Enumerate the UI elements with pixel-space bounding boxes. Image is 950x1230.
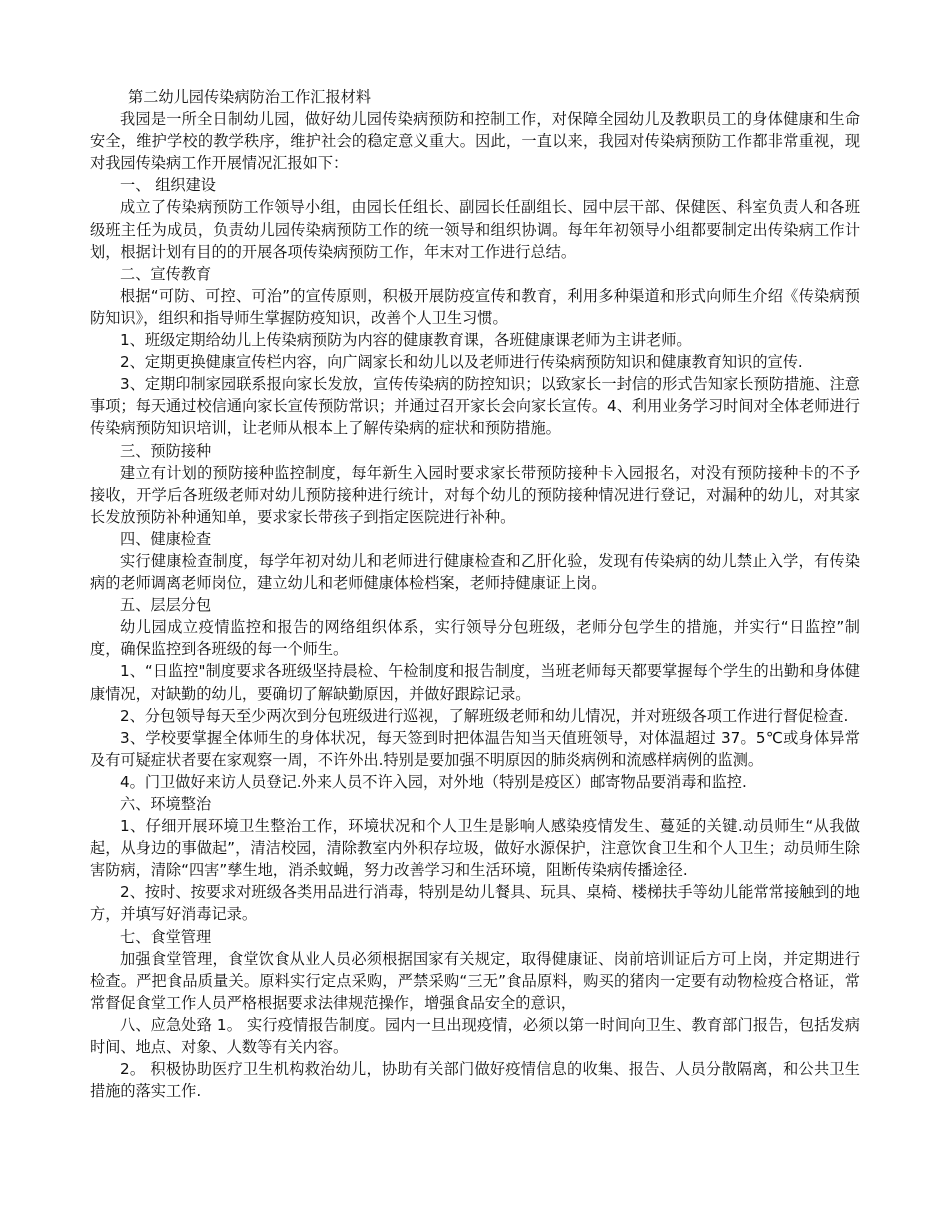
paragraph: 1、仔细开展环境卫生整治工作，环境状况和个人卫生是影响人感染疫情发生、蔓延的关键.动员师生“从我做起，从身边的事做起”，清洁校园，清除教室内外积存垃圾，做好水源保护，注意饮食卫生和个人卫生；动员师生除害防病，清除“四害”孳生地，消杀蚊蝇，努力改善学习和生活环境，阻断传染病传播途径.: [90, 817, 860, 880]
paragraph: 3、定期印制家园联系报向家长发放，宣传传染病的防控知识；以致家长一封信的形式告知家长预防措施、注意事项；每天通过校信通向家长宣传预防常识；并通过召开家长会向家长宣传。4、利用业务学习时间对全体老师进行传染病预防知识培训，让老师从根本上了解传染病的症状和预防措施。: [90, 375, 860, 438]
paragraph: 加强食堂管理，食堂饮食从业人员必须根据国家有关规定，取得健康证、岗前培训证后方可上岗，并定期进行检查。严把食品质量关。原料实行定点采购，严禁采购“三无”食品原料，购买的猪肉一定要有动物检疫合格证，常常督促食堂工作人员严格根据要求法律规范操作，增强食品安全的意识，: [90, 949, 860, 1012]
document-title: 第二幼儿园传染病防治工作汇报材料: [128, 88, 371, 106]
intro-paragraph: 我园是一所全日制幼儿园，做好幼儿园传染病预防和控制工作，对保障全园幼儿及教职员工的身体健康和生命安全，维护学校的教学秩序，维护社会的稳定意义重大。因此，一直以来，我园对传染病预防工作都非常重视，现对我园传染病工作开展情况汇报如下：: [90, 110, 860, 173]
section-heading-vaccination: 三、预防接种: [120, 441, 212, 460]
paragraph: 实行健康检查制度，每学年初对幼儿和老师进行健康检查和乙肝化验，发现有传染病的幼儿禁止入学，有传染病的老师调离老师岗位，建立幼儿和老师健康体检档案，老师持健康证上岗。: [90, 551, 860, 593]
paragraph: 1、“日监控"制度要求各班级坚持晨检、午检制度和报告制度，当班老师每天都要掌握每个学生的出勤和身体健康情况，对缺勤的幼儿，要确切了解缺勤原因，并做好跟踪记录。: [90, 662, 860, 703]
paragraph: 成立了传染病预防工作领导小组，由园长任组长、副园长任副组长、园中层干部、保健医、科室负责人和各班级班主任为成员，负责幼儿园传染病预防工作的统一领导和组织协调。每年年初领导小组都要制定出传染病工作计划，根据计划有目的的开展各项传染病预防工作，年末对工作进行总结。: [90, 198, 860, 261]
paragraph: 幼儿园成立疫情监控和报告的网络组织体系，实行领导分包班级，老师分包学生的措施，并实行“日监控”制度，确保监控到各班级的每一个师生。: [90, 618, 860, 659]
paragraph: 2、按时、按要求对班级各类用品进行消毒，特别是幼儿餐具、玩具、桌椅、楼梯扶手等幼儿能常常接触到的地方，并填写好消毒记录。: [90, 883, 860, 924]
section-heading-layered-responsibility: 五、层层分包: [120, 596, 212, 615]
paragraph: 2、分包领导每天至少两次到分包班级进行巡视，了解班级老师和幼儿情况，并对班级各项工作进行督促检查.: [120, 706, 849, 725]
section-heading-environment: 六、环境整治: [120, 795, 212, 813]
paragraph: 2。 积极协助医疗卫生机构救治幼儿，协助有关部门做好疫情信息的收集、报告、人员分散隔离，和公共卫生措施的落实工作.: [90, 1060, 860, 1101]
paragraph: 1、班级定期给幼儿上传染病预防为内容的健康教育课，各班健康课老师为主讲老师。: [120, 331, 692, 350]
section-heading-canteen: 七、食堂管理: [120, 927, 212, 946]
section-heading-publicity: 二、宣传教育: [120, 264, 212, 283]
paragraph: 3、学校要掌握全体师生的身体状况，每天签到时把体温告知当天值班领导，对体温超过 37。5℃或身体异常及有可疑症状者要在家观察一周，不许外出.特别是要加强不明原因的肺炎病例和流感样病例的监测。: [90, 728, 860, 769]
paragraph: 根据“可防、可控、可治”的宣传原则，积极开展防疫宣传和教育，利用多种渠道和形式向师生介绍《传染病预防知识》，组织和指导师生掌握防疫知识，改善个人卫生习惯。: [90, 286, 860, 327]
paragraph: 2、定期更换健康宣传栏内容，向广阔家长和幼儿以及老师进行传染病预防知识和健康教育知识的宣传.: [120, 353, 803, 372]
section-emergency-paragraph: 八、应急处臵 1。 实行疫情报告制度。园内一旦出现疫情，必须以第一时间向卫生、教育部门报告，包括发病时间、地点、对象、人数等有关内容。: [90, 1015, 860, 1057]
section-heading-health-check: 四、健康检查: [120, 529, 212, 548]
paragraph: 建立有计划的预防接种监控制度，每年新生入园时要求家长带预防接种卡入园报名，对没有预防接种卡的不予接收，开学后各班级老师对幼儿预防接种进行统计，对每个幼儿的预防接种情况进行登记，对漏种的幼儿，对其家长发放预防补种通知单，要求家长带孩子到指定医院进行补种。: [90, 463, 860, 526]
paragraph: 4。门卫做好来访人员登记.外来人员不许入园，对外地（特别是疫区）邮寄物品要消毒和监控.: [120, 772, 747, 791]
section-heading-organization: 一、 组织建设: [120, 176, 216, 195]
